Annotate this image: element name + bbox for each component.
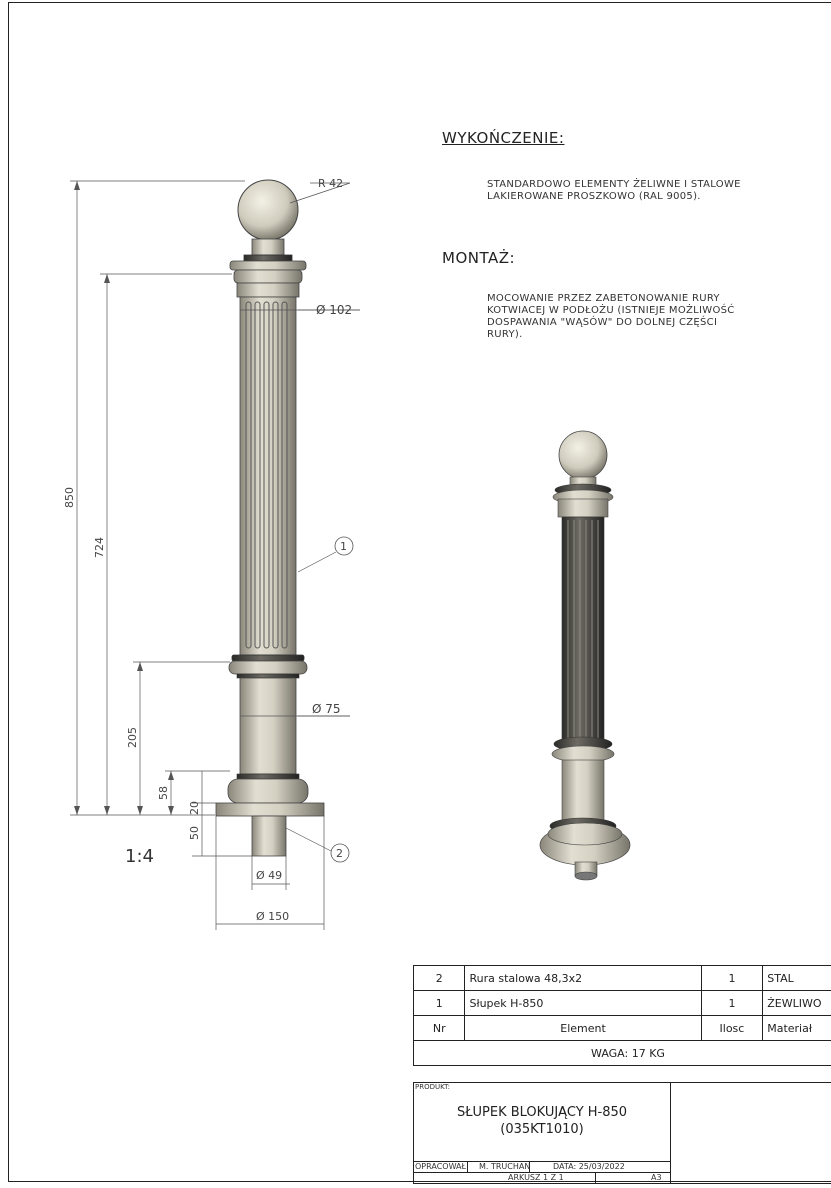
callout-2: 2	[336, 847, 343, 860]
callout-1: 1	[340, 540, 347, 553]
row-nr: 1	[414, 991, 465, 1016]
dim-h-body: 724	[93, 537, 106, 558]
weight-value: WAGA: 17 KG	[414, 1041, 831, 1066]
dim-h-total: 850	[63, 487, 76, 508]
sheet-format: A3	[651, 1173, 662, 1182]
product-name-text: SŁUPEK BLOKUJĄCY H-850	[456, 1105, 628, 1120]
dim-dia-base: Ø 150	[256, 910, 290, 923]
row-material: ŻEWLIWO	[763, 991, 831, 1016]
dimension-arrows	[74, 181, 174, 815]
mount-text: MOCOWANIE PRZEZ ZABETONOWANIE RURY KOTWIACEJ W PODŁOŻU (ISTNIEJE MOŻLIWOŚĆ DOSPAWANIA "WĄSÓW" DO DOLNEJ CZĘŚCI RURY).	[487, 293, 735, 340]
product-name	[413, 1104, 671, 1138]
table-row	[414, 966, 831, 991]
row-qty: 1	[701, 966, 763, 991]
mount-heading: MONTAŻ:	[442, 249, 516, 267]
row-qty: 1	[701, 991, 763, 1016]
dim-h-lower: 205	[126, 727, 139, 748]
divider	[595, 1172, 596, 1184]
front-view	[216, 180, 324, 856]
table-header-row	[414, 1016, 831, 1041]
callout-circles	[331, 537, 353, 862]
weight-row	[414, 1041, 831, 1066]
dim-radius: R 42	[318, 177, 344, 190]
table-row	[414, 991, 831, 1016]
dim-h-58: 58	[157, 786, 170, 800]
iso-view	[540, 431, 630, 880]
date: DATA: 25/03/2022	[553, 1162, 625, 1171]
finish-heading: WYKOŃCZENIE:	[442, 129, 565, 147]
dim-h-20: 20	[188, 801, 201, 815]
row-material: STAL	[763, 966, 831, 991]
header-nr: Nr	[414, 1016, 465, 1041]
empty-cell	[670, 1082, 831, 1184]
row-element: Słupek H-850	[465, 991, 701, 1016]
product-label: PRODUKT:	[415, 1083, 451, 1091]
header-qty: Ilosc	[701, 1016, 763, 1041]
dim-h-50: 50	[188, 826, 201, 840]
title-block	[413, 1082, 831, 1184]
drawn-by: M. TRUCHAN	[479, 1162, 531, 1171]
dim-dia-top: Ø 102	[316, 303, 353, 317]
drawn-by-label: OPRACOWAŁ:	[415, 1162, 469, 1171]
header-element: Element	[465, 1016, 701, 1041]
product-code: (035KT1010)	[500, 1122, 584, 1137]
sheet-number: ARKUSZ 1 Z 1	[508, 1173, 564, 1182]
dim-dia-mid: Ø 75	[312, 702, 341, 716]
dim-dia-pipe: Ø 49	[256, 869, 283, 882]
header-material: Materiał	[763, 1016, 831, 1041]
row-nr: 2	[414, 966, 465, 991]
row-element: Rura stalowa 48,3x2	[465, 966, 701, 991]
finish-text: STANDARDOWO ELEMENTY ŻELIWNE I STALOWE LAKIEROWANE PROSZKOWO (RAL 9005).	[487, 179, 741, 202]
dimension-lines	[70, 181, 360, 930]
scale-label: 1:4	[125, 846, 154, 867]
